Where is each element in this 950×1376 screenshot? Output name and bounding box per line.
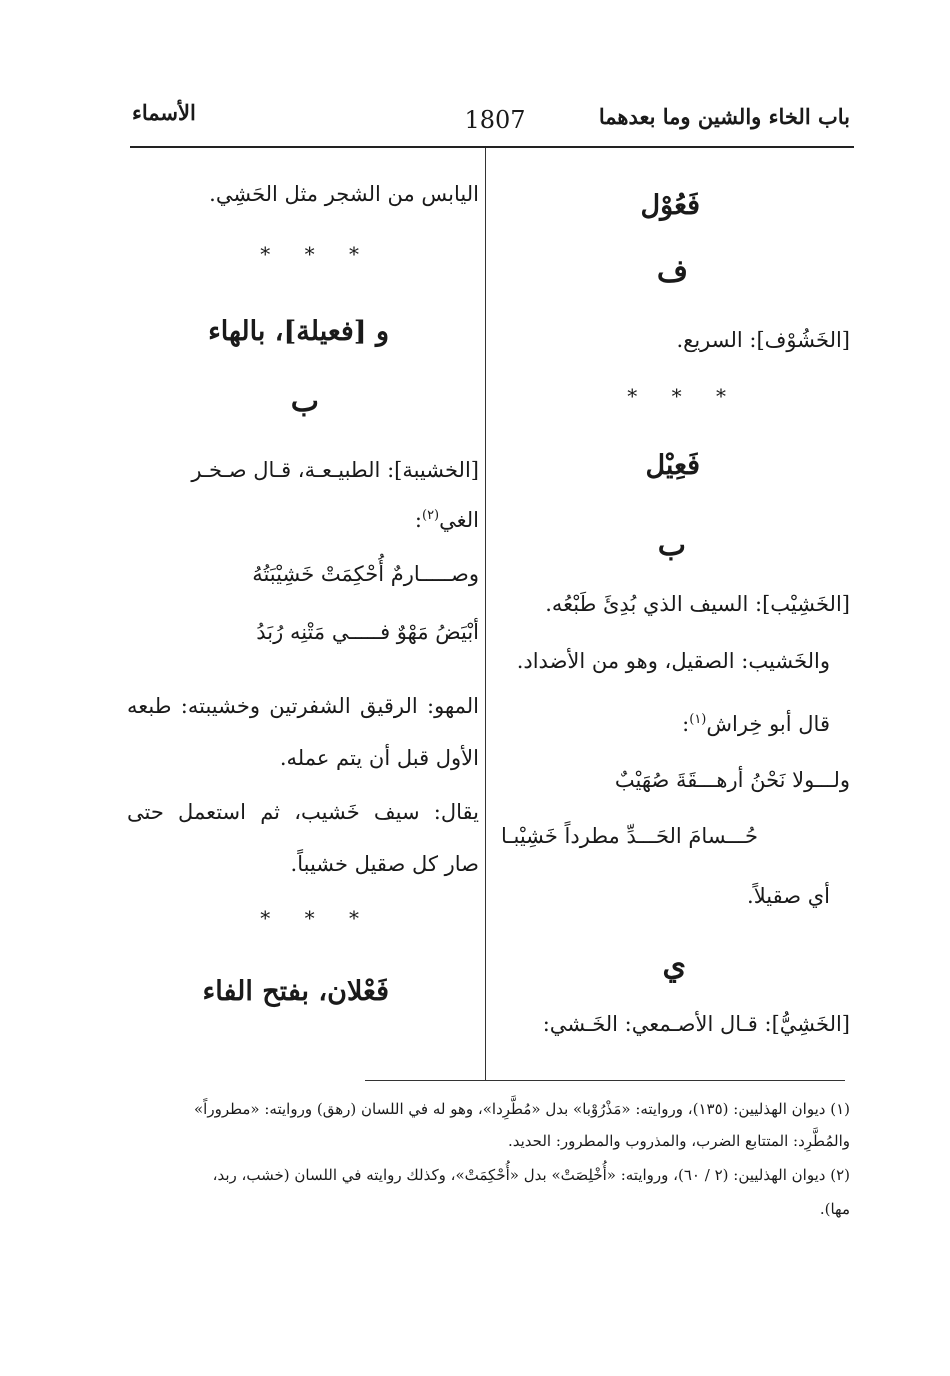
- footnote-rule: [365, 1080, 845, 1081]
- verse-line: وصـــــارمٌ أُحْكِمَتْ خَشِيْبَتُهُ: [252, 562, 479, 586]
- entry-text: [الخَشُوْف]: السريع.: [676, 328, 850, 352]
- entry-text: والخَشيب: الصقيل، وهو من الأضداد.: [516, 649, 830, 673]
- column-divider: [485, 148, 486, 1080]
- entry-text: يقال: سيف خَشيب، ثم استعمل حتى صار كل صقيل خشيباً.: [127, 800, 479, 876]
- footnote: (١) ديوان الهذليين: (١٣٥)، وروايته: «مَذْرُوْبا» بدل «مُطَّرِدا»، وهو له في اللسان (رهق) وروايته: «مطروراً»: [193, 1100, 850, 1118]
- verse-line: ولـــولا نَحْنُ أرهـــقَةَ صُهَيْبٌ: [614, 768, 850, 792]
- letter-heading: ب: [657, 528, 686, 563]
- letter-heading: ب: [290, 384, 319, 419]
- section-separator: * * *: [627, 384, 740, 408]
- footnote-ref: (٢): [421, 508, 440, 523]
- entry-citation: قال أبو خِراش: [706, 712, 830, 736]
- section-separator: * * *: [260, 242, 373, 266]
- entry-text: [الخَشِيْب]: السيف الذي بُدِئَ طَبْعُه.: [545, 592, 850, 616]
- letter-heading: ف: [656, 254, 688, 289]
- verse-line: حُـــسامَ الحَـــدِّ مطرداً خَشِيْبـا: [500, 824, 758, 848]
- entry-colon: :: [682, 712, 690, 736]
- page-number: 1807: [464, 106, 526, 134]
- entry-text: المهو: الرقيق الشفرتين وخشيبته: طبعه الأول قبل أن يتم عمله.: [127, 694, 479, 770]
- footnote: والمُطَّرِد: المتتابع الضرب، والمذروب والمطرور: الحديد.: [507, 1132, 850, 1150]
- header-rule: [130, 146, 854, 148]
- chapter-title: باب الخاء والشين وما بعدهما: [598, 104, 850, 129]
- footnote: مها).: [819, 1200, 850, 1218]
- pattern-heading: فَعْلان، بفتح الفاء: [202, 976, 389, 1007]
- entry-colon: :: [414, 508, 422, 532]
- section-title: الأسماء: [132, 100, 196, 125]
- pattern-heading: فَعُوْل: [640, 190, 700, 221]
- entry-text: أي صقيلاً.: [747, 884, 830, 908]
- pattern-heading: و [فعيلة]، بالهاء: [208, 316, 389, 347]
- entry-text: [الخشيبة]: الطبيـعـة، قـال صـخـر: [191, 458, 479, 482]
- entry-text: [682, 706, 830, 738]
- entry-text: [الخَشِيُّ]: قـال الأصـمعي: الخَـشي:: [542, 1012, 850, 1036]
- pattern-heading: فَعِيْل: [645, 450, 700, 481]
- footnote-ref: (١): [689, 712, 707, 727]
- right-column: [490, 150, 850, 1070]
- left-column: [125, 150, 483, 1070]
- verse-line: أبْيَضُ مَهْوٌ فـــــي مَتْنِه رُبَدُ: [256, 620, 479, 644]
- entry-text: [415, 502, 479, 534]
- section-separator: * * *: [260, 906, 373, 930]
- footnote: (٢) ديوان الهذليين: (٢ / ٦٠)، وروايته: «أُخْلِصَتْ» بدل «أُحْكِمَتْ»، وكذلك روايته في اللسان (خشب، ربد،: [212, 1166, 850, 1184]
- entry-text: اليابس من الشجر مثل الحَشِي.: [209, 182, 479, 206]
- poet-name: الغي: [439, 508, 479, 532]
- letter-heading: ي: [662, 948, 686, 983]
